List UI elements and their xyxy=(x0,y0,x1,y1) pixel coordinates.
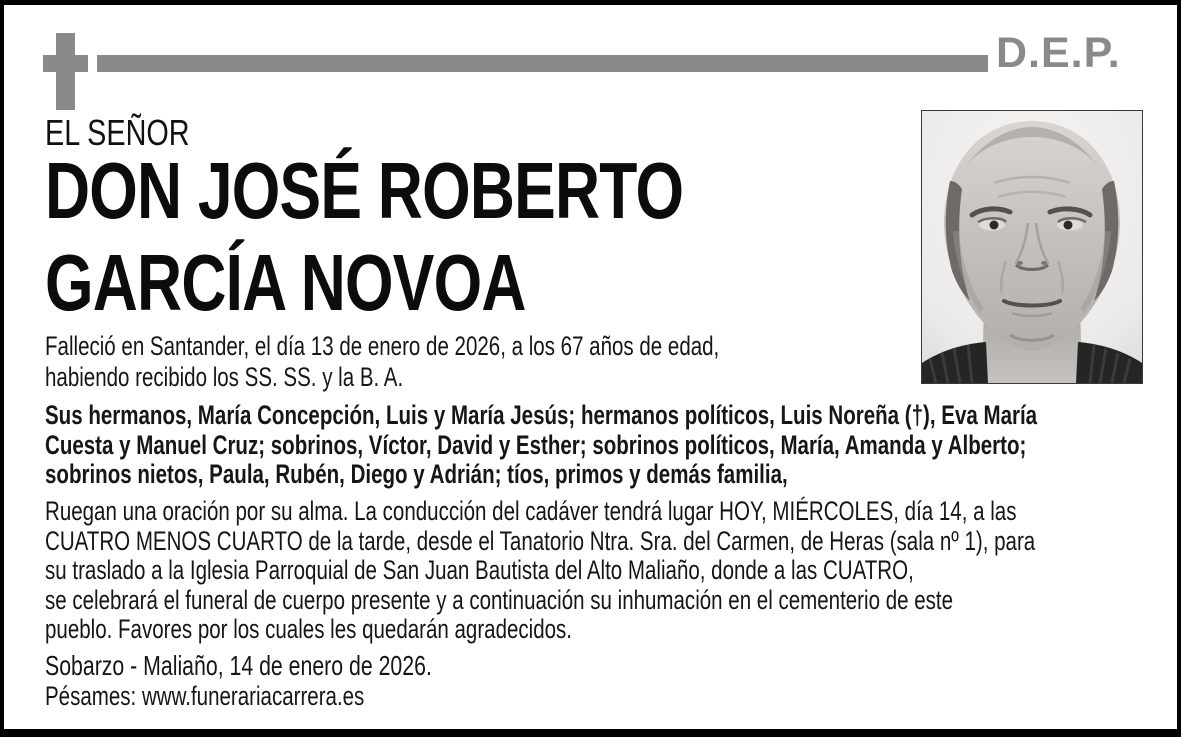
deceased-photo xyxy=(921,110,1143,384)
family-paragraph-line: Cuesta y Manuel Cruz; sobrinos, Víctor, David y Esther; sobrinos políticos, María, Amanda y Alberto; xyxy=(45,429,1027,460)
latin-cross-icon xyxy=(43,33,88,110)
family-paragraph-line: Sus hermanos, María Concepción, Luis y María Jesús; hermanos políticos, Luis Noreña (†), Eva María xyxy=(45,400,1038,430)
funeral-paragraph-line: Ruegan una oración por su alma. La conducción del cadáver tendrá lugar HOY, MIÉRCOLES, día 14, a las xyxy=(45,496,1017,526)
funeral-paragraph xyxy=(45,497,1181,645)
header-rule xyxy=(97,55,988,72)
condolences-line: Pésames: www.funerariacarrera.es xyxy=(45,681,365,711)
cross-horizontal-bar xyxy=(43,55,88,72)
salutation: EL SEÑOR xyxy=(45,112,190,153)
death-paragraph xyxy=(45,331,932,393)
funeral-paragraph-line: su traslado a la Iglesia Parroquial de San Juan Bautista del Alto Maliaño, donde a las CUATRO, xyxy=(45,555,914,585)
dep-label: D.E.P. xyxy=(996,29,1121,77)
family-paragraph-line: sobrinos nietos, Paula, Rubén, Diego y Adrián; tíos, primos y demás familia, xyxy=(45,459,788,490)
funeral-paragraph-line: pueblo. Favores por los cuales les quedarán agradecidos. xyxy=(45,614,573,644)
portrait-illustration xyxy=(922,111,1142,383)
family-paragraph xyxy=(45,401,1181,490)
deceased-name-line-1: DON JOSÉ ROBERTO xyxy=(45,146,684,235)
deceased-name-line-2: GARCÍA NOVOA xyxy=(45,238,526,327)
funeral-paragraph-line: CUATRO MENOS CUARTO de la tarde, desde el Tanatorio Ntra. Sra. del Carmen, de Heras (sala nº 1), para xyxy=(45,525,1036,556)
deceased-name xyxy=(45,145,863,329)
funeral-paragraph-line: se celebrará el funeral de cuerpo presente y a continuación su inhumación en el cementerio de este xyxy=(45,584,954,615)
place-date-line: Sobarzo - Maliaño, 14 de enero de 2026. xyxy=(45,650,432,681)
death-paragraph-line: Falleció en Santander, el día 13 de enero de 2026, a los 67 años de edad, xyxy=(45,331,720,361)
death-paragraph-line: habiendo recibido los SS. SS. y la B. A. xyxy=(45,362,404,392)
